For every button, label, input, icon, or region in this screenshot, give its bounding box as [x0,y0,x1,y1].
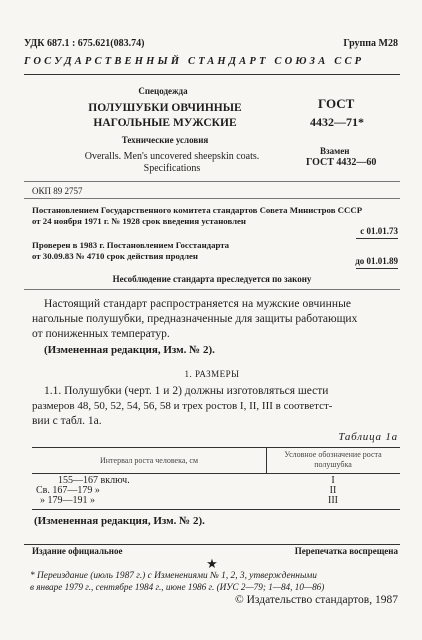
decree-rule [24,289,400,290]
table-cell-code: I [331,475,335,486]
table-header-interval: Интервал роста человека, см [99,456,199,465]
standard-banner: ГОСУДАРСТВЕННЫЙ СТАНДАРТ СОЮЗА ССР [24,56,365,67]
table-cell-interval: Св. 167—179 » [36,485,100,496]
intro-line-3: от пониженных температур. [32,328,170,340]
table-header-rule [32,473,400,474]
category-label: Спецодежда [138,86,188,96]
title-rule [24,181,400,182]
intro-edit-note: (Измененная редакция, Изм. № 2). [44,344,215,356]
table-bottom-rule [32,509,400,510]
reprint-note-line-2: в январе 1979 г., сентябре 1984 г., июне 1986 г. (ИУС 2—79; 1—84, 10—86) [30,582,325,592]
law-warning: Несоблюдение стандарта преследуется по закону [112,274,312,284]
section-para-line-3: вии с табл. 1а. [32,415,102,427]
decree-line-2: от 24 ноября 1971 г. № 1928 срок введения установлен [32,216,246,226]
table-header-code-line-1: Условное обозначение роста [284,450,382,459]
replaces-label: Взамен [320,146,350,156]
title-line-2: НАГОЛЬНЫЕ МУЖСКИЕ [93,117,237,129]
intro-line-2: нагольные полушубки, предназначенные для защиты работающих [32,313,358,325]
replaces-value: ГОСТ 4432—60 [306,157,377,168]
reprint-note-line-1: * Переиздание (июль 1987 г.) с Изменениями № 1, 2, 3, утвержденными [30,571,317,581]
intro-line-1: Настоящий стандарт распространяется на мужские овчинные [44,298,352,310]
table-top-rule [32,447,400,448]
date1-rule [356,238,398,239]
udk-code: УДК 687.1 : 675.621(083.74) [24,38,145,49]
section-para-line-1: 1.1. Полушубки (черт. 1 и 2) должны изготовляться шести [44,385,329,397]
english-title-line-2: Specifications [143,163,201,174]
gost-label: ГОСТ [318,96,355,111]
group-code: Группа М28 [343,38,398,49]
title-line-1: ПОЛУШУБКИ ОВЧИННЫЕ [88,102,242,114]
okp-code: ОКП 89 2757 [32,186,83,196]
header-rule [24,74,400,75]
section-heading: 1. РАЗМЕРЫ [184,369,240,379]
section-para-line-2: размеров 48, 50, 52, 54, 56, 58 и трех ростов I, II, III в соответст- [32,400,333,412]
size-table [32,447,400,511]
table-caption: Таблица 1а [338,431,398,443]
english-title-line-1: Overalls. Men's uncovered sheepskin coats. [84,151,260,162]
decree-date-2: до 01.01.89 [355,256,398,266]
table-cell-interval: 155—167 включ. [58,475,130,486]
section-edit-note: (Измененная редакция, Изм. № 2). [34,515,205,527]
footer-rule [24,544,400,545]
gost-number: 4432—71* [310,115,364,129]
okp-rule [24,198,400,199]
star-mark: ★ [206,556,218,571]
copyright: © Издательство стандартов, 1987 [234,594,398,606]
table-cell-code: III [328,495,338,506]
subtitle: Технические условия [121,135,209,145]
decree-line-3: Проверен в 1983 г. Постановлением Госстандарта [32,240,230,250]
decree-line-1: Постановлением Государственного комитета стандартов Совета Министров СССР [32,205,363,215]
decree-line-4: от 30.09.83 № 4710 срок действия продлен [32,251,198,261]
date2-rule [356,268,398,269]
reprint-prohibited: Перепечатка воспрещена [294,546,398,556]
table-cell-interval: » 179—191 » [40,495,95,506]
decree-date-1: с 01.01.73 [360,226,398,236]
table-header-code-line-2: полушубка [314,460,352,469]
official-edition: Издание официальное [32,546,123,556]
table-cell-code: II [329,485,337,496]
